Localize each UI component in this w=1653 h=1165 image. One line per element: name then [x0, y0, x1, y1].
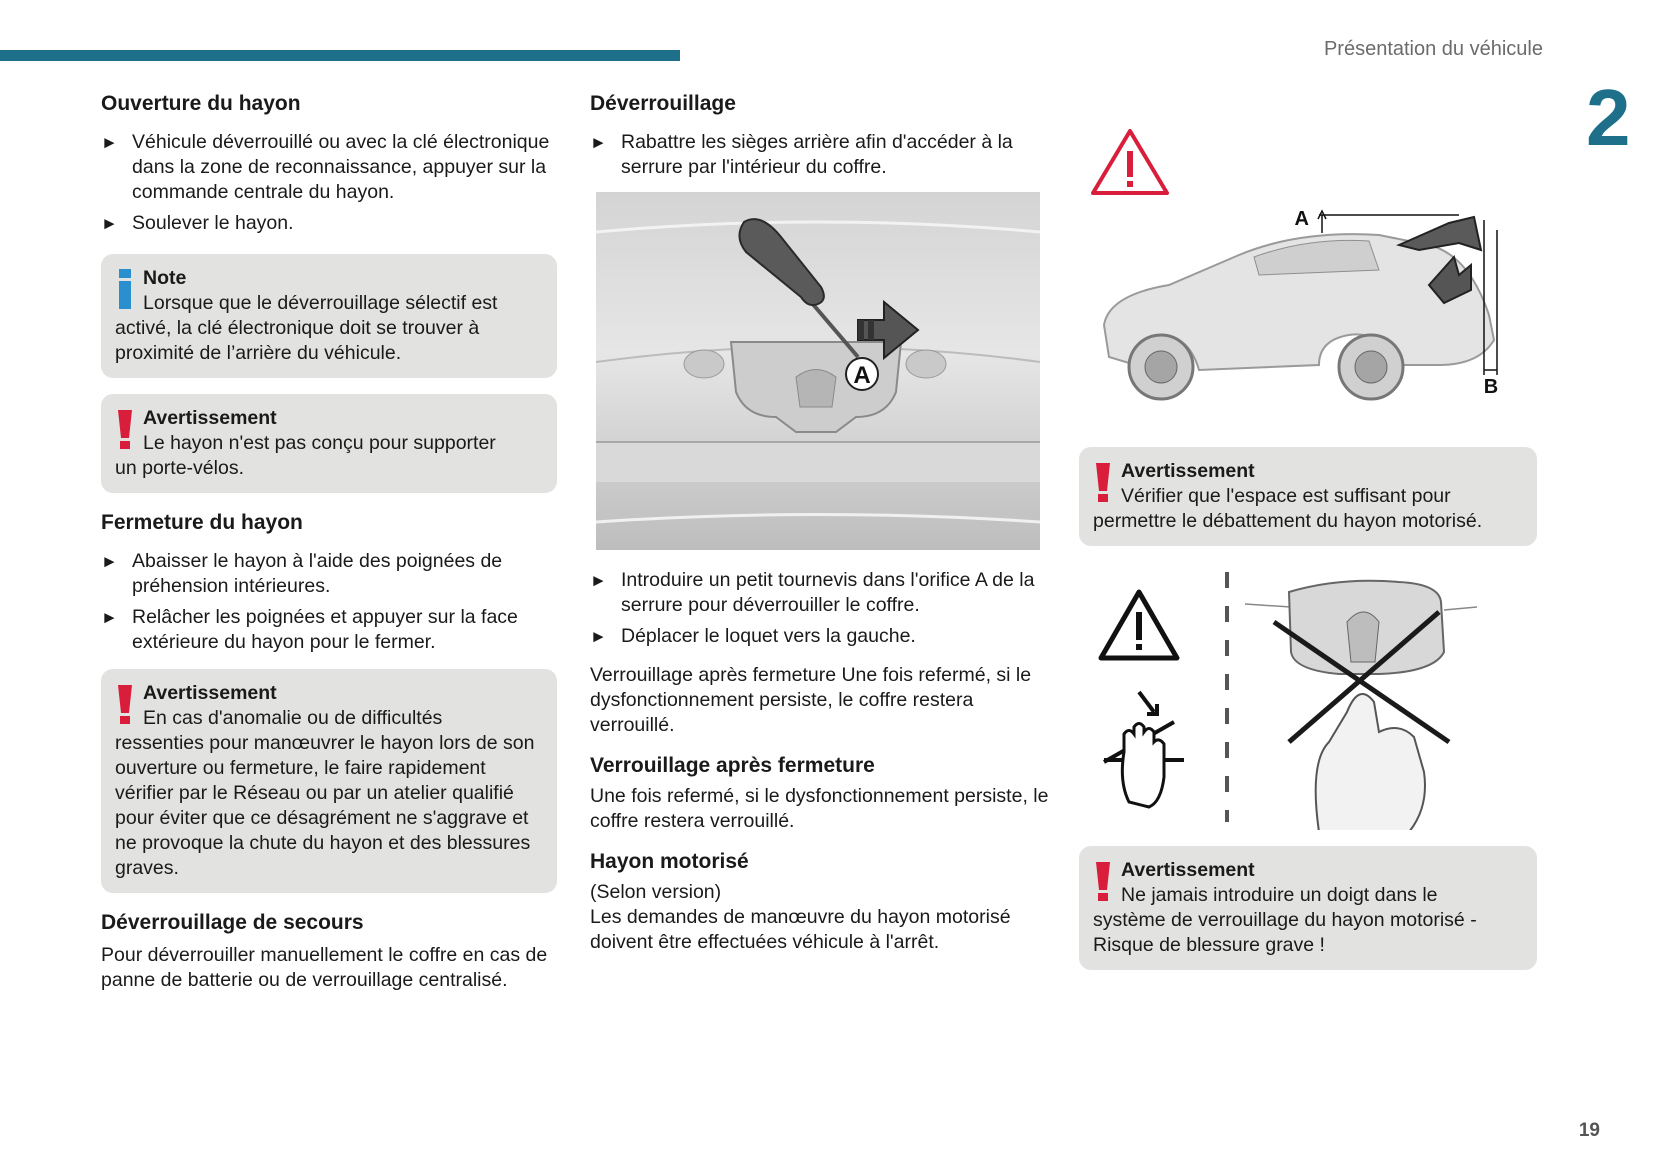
page-number: 19 — [1578, 1120, 1600, 1141]
warning-exclamation-icon — [1091, 461, 1115, 503]
list-item: ► Introduire un petit tournevis dans l'orifice A de la serrure pour déverrouiller le coffre. — [590, 569, 1035, 616]
warning-exclamation-icon — [113, 683, 137, 725]
bullet-arrow-icon: ► — [101, 552, 118, 571]
bullet-arrow-icon: ► — [101, 133, 118, 152]
warning-box: Avertissement Le hayon n'est pas conçu pour supporter un porte-vélos. — [101, 394, 557, 493]
column-right — [1079, 125, 1537, 986]
section-title: Présentation du véhicule — [1323, 38, 1543, 60]
lock-illustration — [596, 192, 1040, 550]
secours-text: Pour déverrouiller manuellement le coffre en cas de panne de batterie ou de verrouillage centralisé. — [101, 944, 548, 991]
hand-pinch-icon — [1104, 692, 1184, 807]
warning-box: Avertissement Ne jamais introduire un doigt dans le système de verrouillage du hayon motorisé - Risque de blessure grave ! — [1079, 846, 1537, 970]
heading-ouverture: Ouverture du hayon — [101, 92, 301, 115]
bullet-arrow-icon: ► — [101, 608, 118, 627]
finger-warning-illustration — [1079, 562, 1537, 830]
note-title: Note — [143, 267, 187, 289]
car-illustration — [1079, 125, 1537, 425]
warning-box: Avertissement En cas d'anomalie ou de difficultés ressenties pour manœuvrer le hayon lors de son ouverture ou fermeture, le faire rapidement vérifier par le Réseau ou par un atelier qualifié pour éviter que ce désagrément ne s'aggrave et ne provoque la chute du hayon et des blessures graves. — [101, 669, 557, 893]
warning-box: Avertissement Vérifier que l'espace est suffisant pour permettre le débattement du hayon motorisé. — [1079, 447, 1537, 546]
figure-label-a: A — [853, 362, 871, 389]
list-item: ► Abaisser le hayon à l'aide des poignées de préhension intérieures. — [101, 550, 503, 597]
heading-fermeture: Fermeture du hayon — [101, 511, 303, 534]
list-item: ► Rabattre les sièges arrière afin d'accéder à la serrure par l'intérieur du coffre. — [590, 131, 1013, 178]
motorise-text: Les demandes de manœuvre du hayon motorisé doivent être effectuées véhicule à l'arrêt. — [590, 906, 1011, 953]
heading-deverrouillage: Déverrouillage — [590, 92, 736, 115]
list-item: ► Relâcher les poignées et appuyer sur la face extérieure du hayon pour le fermer. — [101, 606, 518, 653]
figure-label-a: A — [1294, 208, 1309, 230]
finger-warning-figure — [1079, 562, 1537, 830]
verrouillage-text: Une fois refermé, si le dysfonctionnement persiste, le coffre restera verrouillé. — [590, 785, 1049, 832]
heading-motorise: Hayon motorisé — [590, 850, 749, 873]
warning-triangle-icon — [1093, 131, 1167, 193]
car-figure — [1079, 125, 1537, 425]
figure-label-b: B — [1483, 376, 1499, 398]
warning-exclamation-icon — [1091, 860, 1115, 902]
list-item: ► Véhicule déverrouillé ou avec la clé électronique dans la zone de reconnaissance, appuyer sur la commande centrale du hayon. — [101, 131, 550, 203]
heading-verrouillage: Verrouillage après fermeture — [590, 754, 875, 777]
column-left — [101, 90, 557, 1007]
bullet-arrow-icon: ► — [590, 133, 607, 152]
column-middle — [590, 90, 1050, 969]
lock-paragraph: Verrouillage après fermeture Une fois refermé, si le dysfonctionnement persiste, le coffre restera verrouillé. — [590, 664, 1032, 736]
bullet-arrow-icon: ► — [590, 627, 607, 646]
warning-exclamation-icon — [113, 408, 137, 450]
heading-secours: Déverrouillage de secours — [101, 911, 364, 934]
info-icon — [113, 268, 137, 310]
list-item: ► Déplacer le loquet vers la gauche. — [590, 625, 916, 647]
bullet-arrow-icon: ► — [590, 571, 607, 590]
lock-figure — [596, 192, 1040, 550]
header-accent-bar — [0, 50, 680, 61]
list-item: ► Soulever le hayon. — [101, 212, 294, 234]
motorise-version: (Selon version) — [590, 881, 722, 903]
note-box: Note Lorsque que le déverrouillage sélectif est activé, la clé électronique doit se trouver à proximité de l’arrière du véhicule. — [101, 254, 557, 378]
warning-triangle-icon — [1101, 592, 1177, 658]
bullet-arrow-icon: ► — [101, 214, 118, 233]
chapter-number: 2 — [1586, 73, 1631, 162]
